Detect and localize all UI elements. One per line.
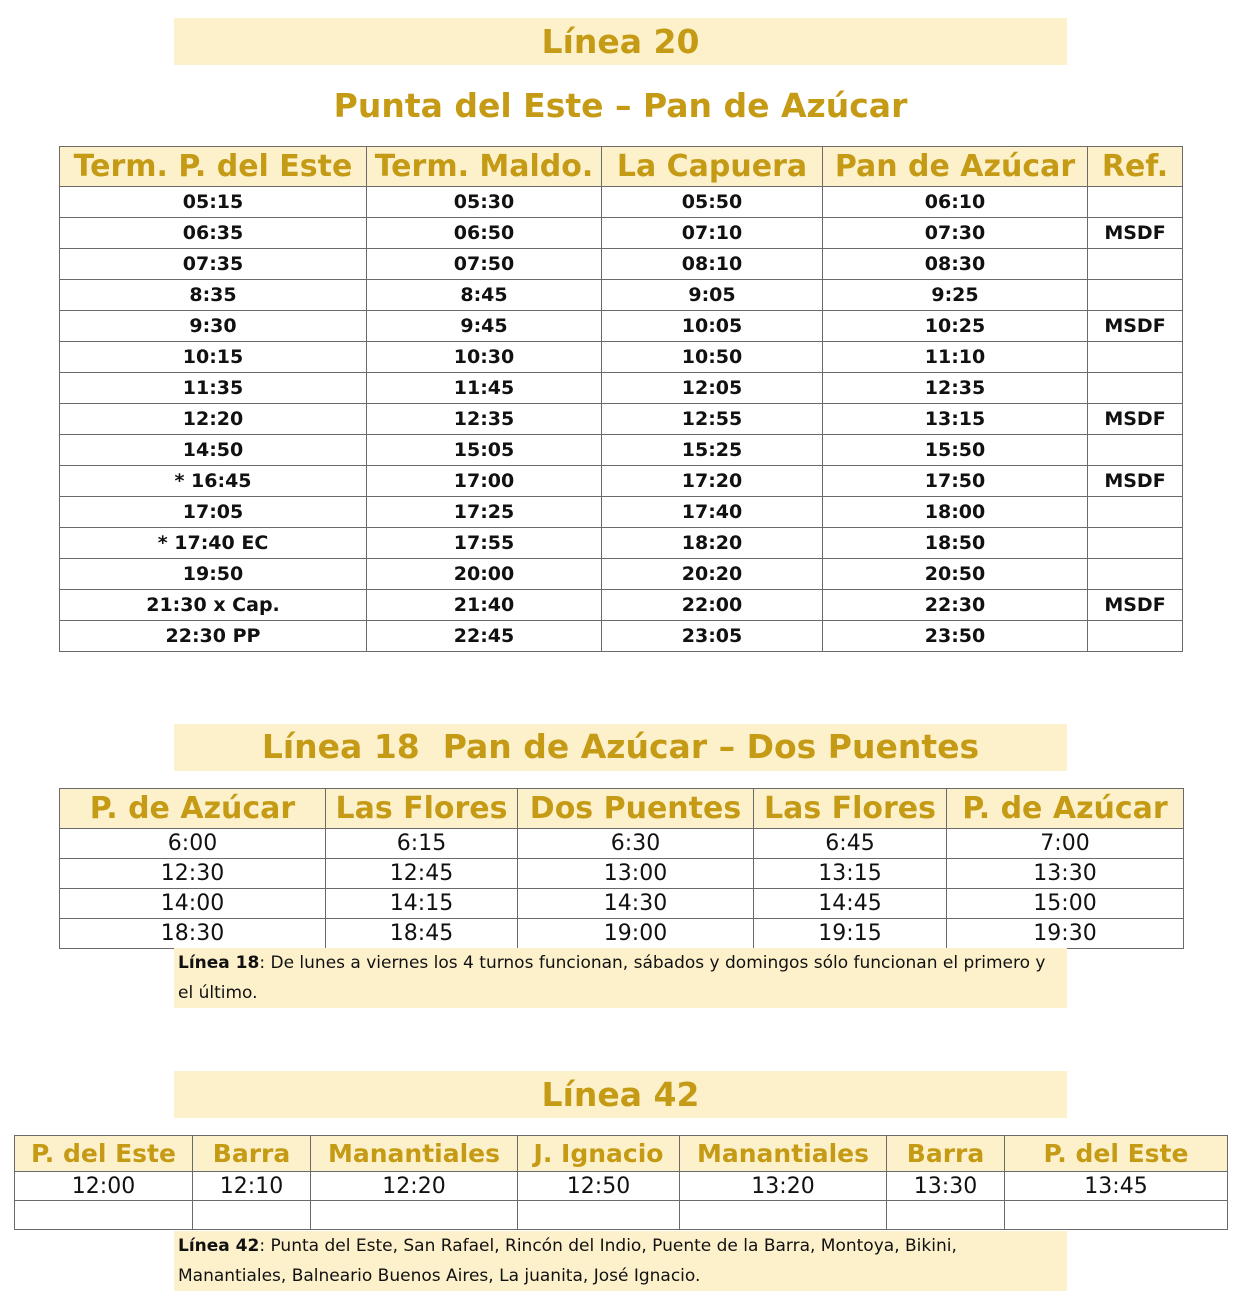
table-cell: MSDF: [1088, 590, 1183, 621]
table-header-row: [15, 1136, 1228, 1172]
table-cell: 15:00: [947, 889, 1184, 919]
table-cell: 22:45: [367, 621, 602, 652]
table-cell: [1088, 187, 1183, 218]
table-cell: 12:20: [311, 1172, 518, 1201]
table-cell: 11:10: [823, 342, 1088, 373]
table-cell: 14:30: [518, 889, 754, 919]
table-cell: MSDF: [1088, 218, 1183, 249]
table-cell: 10:30: [367, 342, 602, 373]
table-cell: 13:45: [1005, 1172, 1228, 1201]
table-cell: 13:15: [754, 859, 947, 889]
column-header: Term. P. del Este: [60, 147, 367, 187]
column-header: Barra: [887, 1136, 1005, 1172]
table-cell: 06:10: [823, 187, 1088, 218]
table-cell: [1088, 435, 1183, 466]
table-cell: 05:30: [367, 187, 602, 218]
table-cell: [1088, 497, 1183, 528]
table-cell: 10:15: [60, 342, 367, 373]
linea20-title: Línea 20: [541, 22, 700, 61]
table-cell: 12:35: [367, 404, 602, 435]
table-cell: [518, 1201, 680, 1230]
column-header: Las Flores: [754, 789, 947, 829]
table-header-row: [60, 789, 1184, 829]
column-header: Dos Puentes: [518, 789, 754, 829]
table-cell: 18:30: [60, 919, 326, 949]
table-cell: 14:00: [60, 889, 326, 919]
table-row: [60, 249, 1183, 280]
linea18-note-label: Línea 18: [178, 953, 260, 973]
table-cell: 08:10: [602, 249, 823, 280]
table-cell: 19:00: [518, 919, 754, 949]
table-cell: 17:20: [602, 466, 823, 497]
table-cell: 19:15: [754, 919, 947, 949]
table-row: [60, 919, 1184, 949]
table-cell: 11:35: [60, 373, 367, 404]
table-header-row: [60, 147, 1183, 187]
linea42-title: Línea 42: [541, 1075, 700, 1114]
table-cell: 12:35: [823, 373, 1088, 404]
table-cell: * 17:40 EC: [60, 528, 367, 559]
column-header: P. del Este: [1005, 1136, 1228, 1172]
table-cell: [193, 1201, 311, 1230]
linea42-note-text: : Punta del Este, San Rafael, Rincón del Indio, Puente de la Barra, Montoya, Bikini, Manantiales, Balneario Buenos Aires, La juanita, José Ignacio.: [178, 1236, 957, 1286]
table-cell: [1088, 373, 1183, 404]
table-cell: 13:15: [823, 404, 1088, 435]
table-cell: 18:45: [326, 919, 518, 949]
table-row: [60, 466, 1183, 497]
table-cell: 06:35: [60, 218, 367, 249]
column-header: P. del Este: [15, 1136, 193, 1172]
table-cell: [1005, 1201, 1228, 1230]
table-cell: 08:30: [823, 249, 1088, 280]
table-cell: 18:00: [823, 497, 1088, 528]
table-row: [60, 435, 1183, 466]
table-cell: 20:00: [367, 559, 602, 590]
column-header: Las Flores: [326, 789, 518, 829]
table-row: [60, 342, 1183, 373]
table-row: [60, 404, 1183, 435]
table-cell: 15:05: [367, 435, 602, 466]
table-row: [60, 829, 1184, 859]
table-cell: 13:30: [887, 1172, 1005, 1201]
table-cell: 20:50: [823, 559, 1088, 590]
table-cell: [15, 1201, 193, 1230]
table-cell: 07:35: [60, 249, 367, 280]
table-cell: 23:05: [602, 621, 823, 652]
table-cell: [680, 1201, 887, 1230]
table-cell: [1088, 342, 1183, 373]
table-row: [60, 559, 1183, 590]
table-cell: 10:05: [602, 311, 823, 342]
table-cell: 9:30: [60, 311, 367, 342]
table-cell: 14:50: [60, 435, 367, 466]
table-cell: 21:30 x Cap.: [60, 590, 367, 621]
table-cell: 23:50: [823, 621, 1088, 652]
table-cell: [1088, 559, 1183, 590]
linea42-note: [174, 1231, 1067, 1291]
column-header: La Capuera: [602, 147, 823, 187]
table-cell: 17:50: [823, 466, 1088, 497]
table-cell: 12:50: [518, 1172, 680, 1201]
table-row: [60, 280, 1183, 311]
table-cell: 17:40: [602, 497, 823, 528]
table-cell: 12:10: [193, 1172, 311, 1201]
table-cell: 07:30: [823, 218, 1088, 249]
table-cell: * 16:45: [60, 466, 367, 497]
table-cell: 9:05: [602, 280, 823, 311]
table-cell: [887, 1201, 1005, 1230]
table-cell: 15:50: [823, 435, 1088, 466]
linea42-schedule-table: [14, 1135, 1228, 1230]
column-header: P. de Azúcar: [947, 789, 1184, 829]
table-cell: MSDF: [1088, 466, 1183, 497]
table-cell: 22:00: [602, 590, 823, 621]
table-row: [60, 889, 1184, 919]
table-cell: 10:25: [823, 311, 1088, 342]
table-cell: 19:50: [60, 559, 367, 590]
table-row: [60, 497, 1183, 528]
table-cell: 7:00: [947, 829, 1184, 859]
table-cell: 6:30: [518, 829, 754, 859]
table-row: [60, 311, 1183, 342]
table-cell: 12:05: [602, 373, 823, 404]
table-cell: 17:05: [60, 497, 367, 528]
table-cell: 11:45: [367, 373, 602, 404]
table-cell: 12:00: [15, 1172, 193, 1201]
table-cell: [1088, 249, 1183, 280]
table-cell: MSDF: [1088, 311, 1183, 342]
table-cell: 12:55: [602, 404, 823, 435]
table-cell: 19:30: [947, 919, 1184, 949]
table-cell: 15:25: [602, 435, 823, 466]
table-cell: 17:00: [367, 466, 602, 497]
table-row: [60, 590, 1183, 621]
table-cell: 14:45: [754, 889, 947, 919]
table-row: [60, 218, 1183, 249]
column-header: Manantiales: [311, 1136, 518, 1172]
table-cell: 18:20: [602, 528, 823, 559]
column-header: Term. Maldo.: [367, 147, 602, 187]
linea20-subtitle: Punta del Este – Pan de Azúcar: [333, 86, 908, 125]
table-cell: 13:30: [947, 859, 1184, 889]
table-row: [60, 373, 1183, 404]
table-row: [15, 1172, 1228, 1201]
table-cell: 10:50: [602, 342, 823, 373]
table-cell: 8:45: [367, 280, 602, 311]
linea18-schedule-table: [59, 788, 1184, 949]
table-cell: 07:10: [602, 218, 823, 249]
column-header: P. de Azúcar: [60, 789, 326, 829]
linea18-note: [174, 948, 1067, 1008]
table-cell: 20:20: [602, 559, 823, 590]
table-cell: 22:30 PP: [60, 621, 367, 652]
table-cell: [1088, 528, 1183, 559]
table-cell: [311, 1201, 518, 1230]
table-row: [60, 859, 1184, 889]
table-cell: 07:50: [367, 249, 602, 280]
column-header: Pan de Azúcar: [823, 147, 1088, 187]
linea42-note-label: Línea 42: [178, 1236, 260, 1256]
table-row: [60, 621, 1183, 652]
column-header: Ref.: [1088, 147, 1183, 187]
table-cell: 17:25: [367, 497, 602, 528]
table-cell: 9:25: [823, 280, 1088, 311]
table-cell: 8:35: [60, 280, 367, 311]
table-cell: 13:20: [680, 1172, 887, 1201]
column-header: Barra: [193, 1136, 311, 1172]
table-row: [60, 528, 1183, 559]
linea18-note-text: : De lunes a viernes los 4 turnos funcionan, sábados y domingos sólo funcionan el primero y el último.: [178, 953, 1046, 1003]
linea20-schedule-table: [59, 146, 1183, 652]
table-cell: 05:50: [602, 187, 823, 218]
table-cell: [1088, 280, 1183, 311]
table-row: [15, 1201, 1228, 1230]
table-cell: [1088, 621, 1183, 652]
table-cell: 22:30: [823, 590, 1088, 621]
table-row: [60, 187, 1183, 218]
table-cell: 6:15: [326, 829, 518, 859]
table-cell: 05:15: [60, 187, 367, 218]
table-cell: 6:45: [754, 829, 947, 859]
table-cell: 17:55: [367, 528, 602, 559]
table-cell: 12:30: [60, 859, 326, 889]
table-cell: 6:00: [60, 829, 326, 859]
column-header: J. Ignacio: [518, 1136, 680, 1172]
table-cell: 12:45: [326, 859, 518, 889]
table-cell: 12:20: [60, 404, 367, 435]
table-cell: 13:00: [518, 859, 754, 889]
linea18-title: Línea 18 Pan de Azúcar – Dos Puentes: [261, 727, 980, 766]
table-cell: 9:45: [367, 311, 602, 342]
table-cell: MSDF: [1088, 404, 1183, 435]
table-cell: 14:15: [326, 889, 518, 919]
table-cell: 18:50: [823, 528, 1088, 559]
column-header: Manantiales: [680, 1136, 887, 1172]
table-cell: 06:50: [367, 218, 602, 249]
table-cell: 21:40: [367, 590, 602, 621]
